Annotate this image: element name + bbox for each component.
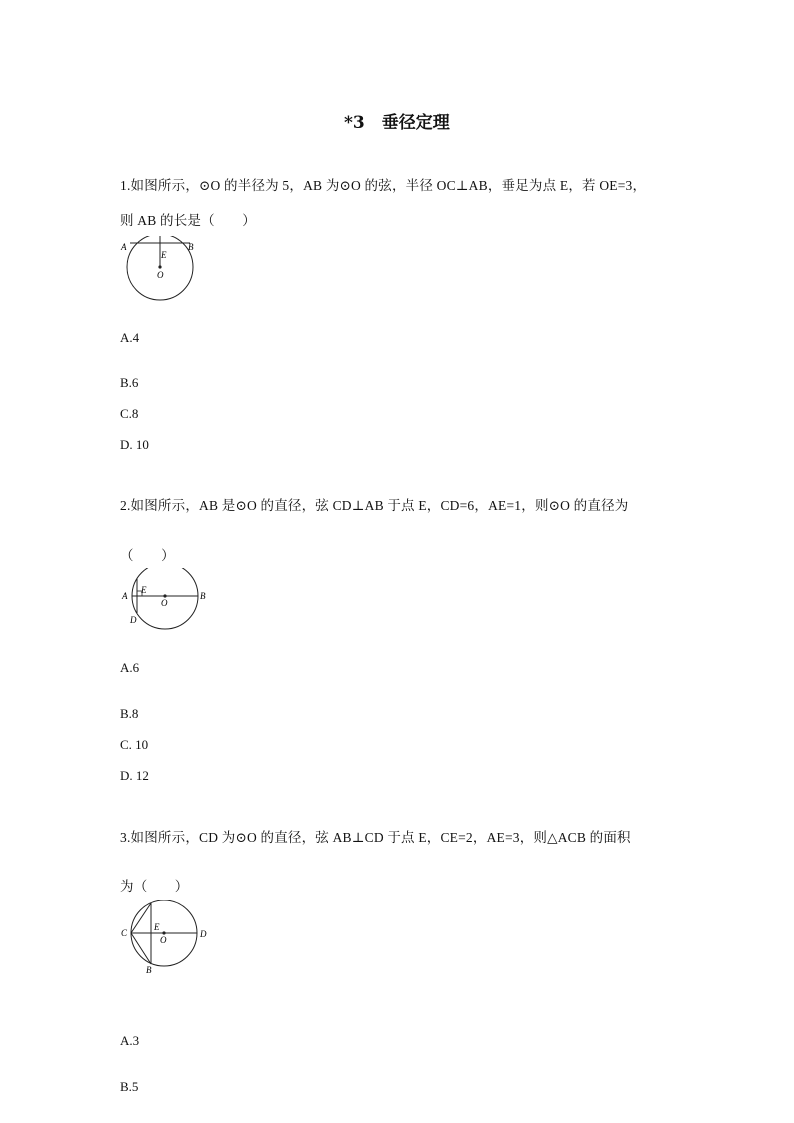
figure-1-label-e: E — [161, 250, 167, 260]
figure-3-label-b: B — [146, 965, 152, 975]
question-2-figure — [112, 568, 222, 636]
question-2-option-d: D. 12 — [120, 768, 149, 783]
question-1-text-line2: 则 AB 的长是（ ） — [120, 213, 256, 228]
figure-3-label-d: D — [200, 929, 207, 939]
question-2-text-line1: 2.如图所示，AB 是⊙O 的直径，弦 CD⊥AB 于点 E，CD=6，AE=1，则⊙O 的直径为 — [120, 498, 629, 513]
question-1-option-a: A.4 — [120, 330, 140, 345]
figure-2-label-o: O — [161, 598, 168, 608]
question-3-text-line1: 3.如图所示，CD 为⊙O 的直径，弦 AB⊥CD 于点 E，CE=2，AE=3，则△ACB 的面积 — [120, 830, 631, 845]
question-1-option-d: D. 10 — [120, 437, 149, 452]
figure-1-label-b: B — [188, 242, 194, 252]
figure-1-label-o: O — [157, 270, 164, 280]
figure-2-label-a: A — [122, 591, 128, 601]
question-1-figure — [112, 236, 212, 306]
question-3-option-a: A.3 — [120, 1033, 140, 1048]
question-3-figure — [112, 900, 222, 978]
figure-3-label-c: C — [121, 928, 128, 938]
question-1-option-b: B.6 — [120, 375, 139, 390]
figure-1-label-a: A — [121, 242, 127, 252]
figure-3-label-e: E — [154, 922, 160, 932]
figure-2-label-e: E — [141, 585, 147, 595]
question-2-text-line2: （ ） — [120, 548, 175, 563]
question-2-option-b: B.8 — [120, 706, 139, 721]
question-3-option-b: B.5 — [120, 1079, 139, 1094]
question-2-option-a: A.6 — [120, 660, 140, 675]
figure-3-label-o: O — [160, 935, 167, 945]
question-3-text-line2: 为（ ） — [120, 879, 189, 894]
question-1-text-line1: 1.如图所示，⊙O 的半径为 5，AB 为⊙O 的弦，半径 OC⊥AB，垂足为点 E，若 OE=3， — [120, 178, 647, 193]
figure-2-label-d: D — [130, 615, 137, 625]
question-2-option-c: C. 10 — [120, 737, 149, 752]
question-1-option-c: C.8 — [120, 406, 139, 421]
figure-2-label-b: B — [200, 591, 206, 601]
page-title: *3 垂径定理 — [344, 113, 450, 133]
